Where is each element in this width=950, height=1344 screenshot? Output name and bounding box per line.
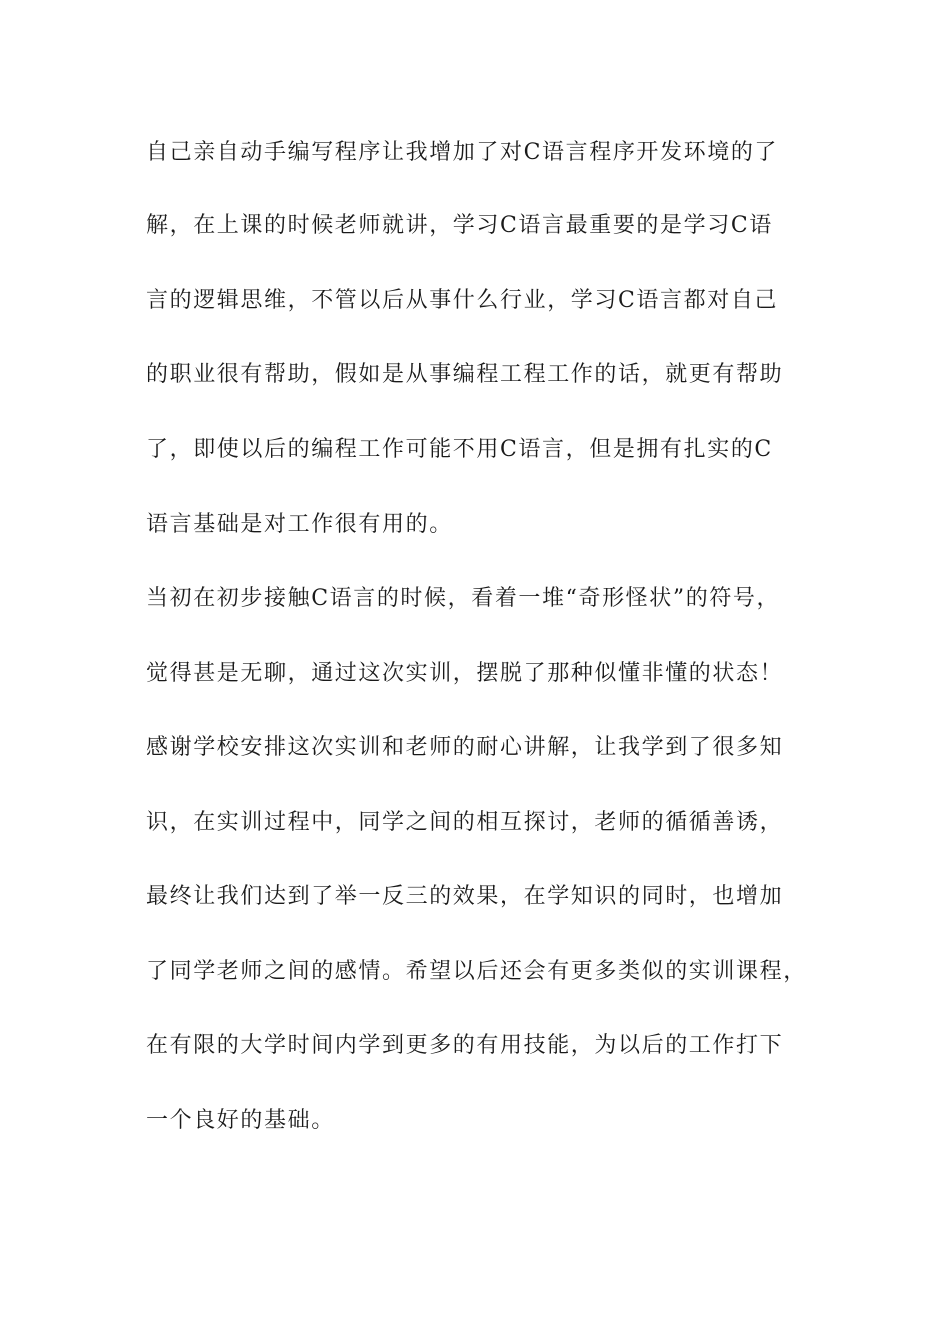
- text-line: 感谢学校安排这次实训和老师的耐心讲解，让我学到了很多知: [146, 735, 784, 760]
- text-line: 了，即使以后的编程工作可能不用C语言，但是拥有扎实的C: [146, 437, 773, 462]
- text-line: 在有限的大学时间内学到更多的有用技能，为以后的工作打下: [146, 1033, 784, 1058]
- text-line: 最终让我们达到了举一反三的效果，在学知识的同时，也增加: [146, 884, 784, 909]
- text-line: 识，在实训过程中，同学之间的相互探讨，老师的循循善诱，: [146, 810, 784, 835]
- text-line: 一个良好的基础。: [146, 1108, 335, 1133]
- text-line: 自己亲自动手编写程序让我增加了对C语言程序开发环境的了: [146, 140, 779, 165]
- text-line: 言的逻辑思维，不管以后从事什么行业，学习C语言都对自己: [146, 288, 779, 313]
- text-line: 的职业很有帮助，假如是从事编程工程工作的话，就更有帮助: [146, 362, 784, 387]
- text-line: 当初在初步接触C语言的时候，看着一堆“奇形怪状”的符号，: [146, 586, 781, 611]
- text-line: 解，在上课的时候老师就讲，学习C语言最重要的是学习C语: [146, 213, 773, 238]
- text-line: 语言基础是对工作很有用的。: [146, 512, 453, 537]
- text-line: 觉得甚是无聊，通过这次实训，摆脱了那种似懂非懂的状态！: [146, 661, 784, 686]
- text-line: 了同学老师之间的感情。希望以后还会有更多类似的实训课程，: [146, 959, 807, 984]
